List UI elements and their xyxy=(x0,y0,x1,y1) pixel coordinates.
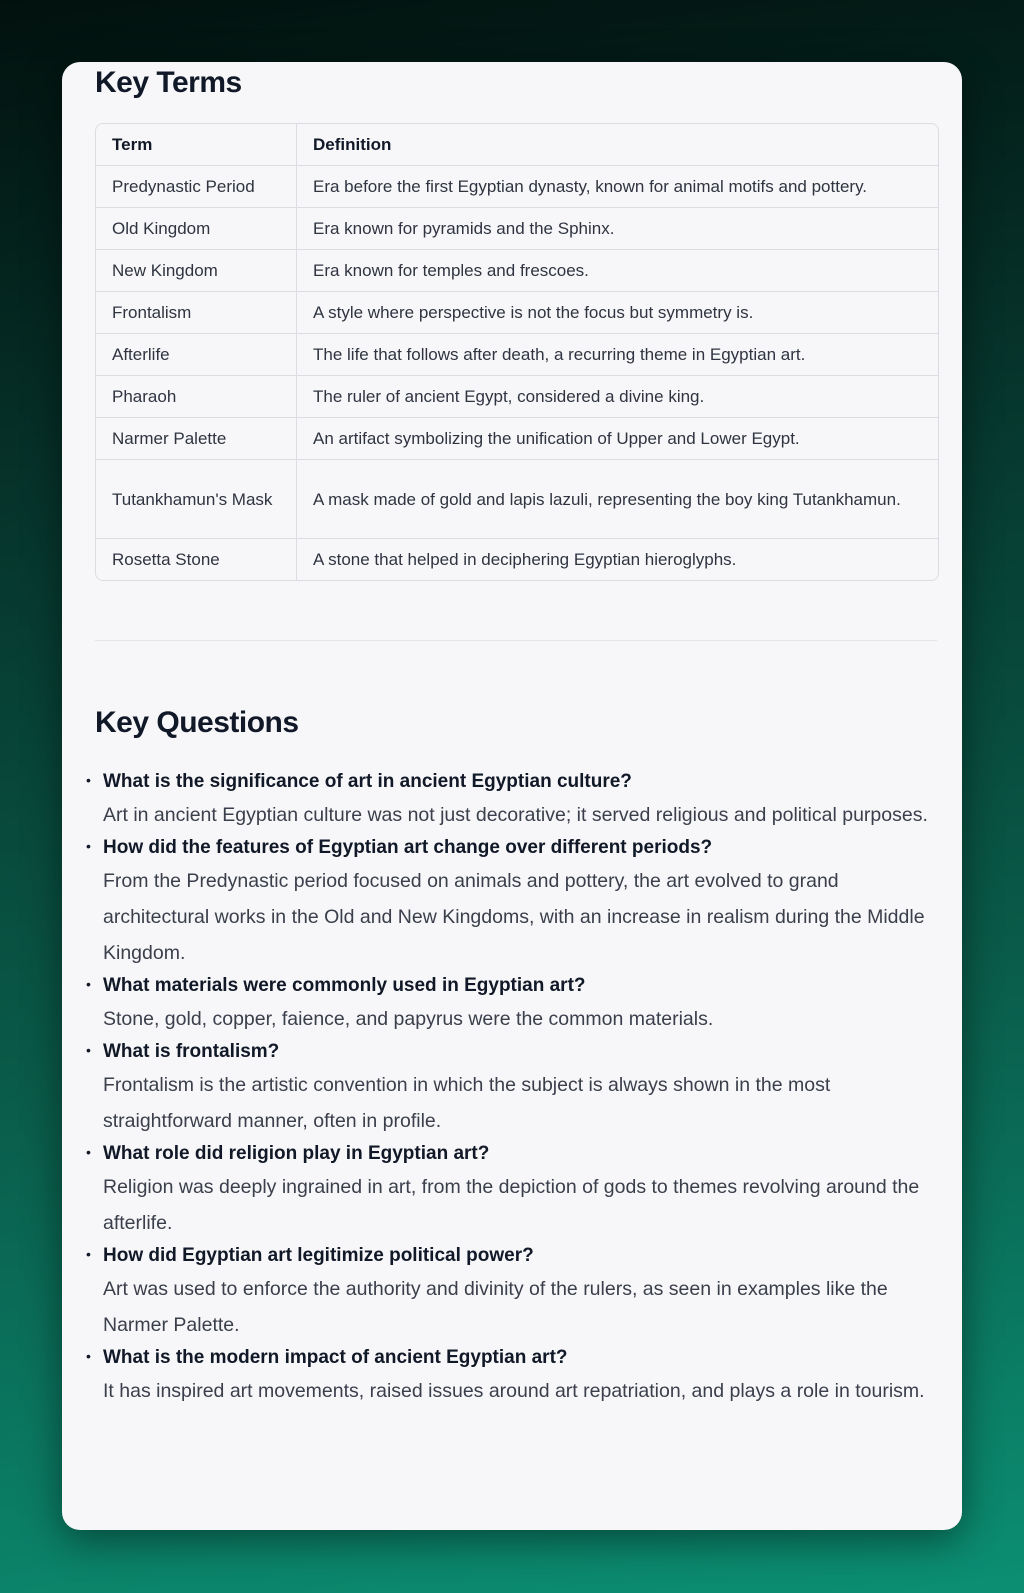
definition-cell: A stone that helped in deciphering Egyptian hieroglyphs. xyxy=(313,550,737,569)
table-row xyxy=(96,250,938,292)
content-card xyxy=(62,62,962,1530)
definition-cell: An artifact symbolizing the unification of Upper and Lower Egypt. xyxy=(297,418,939,460)
table-row xyxy=(96,418,938,460)
key-questions-heading: Key Questions xyxy=(95,706,299,739)
bullet-icon: • xyxy=(86,838,91,854)
question-text: How did the features of Egyptian art change over different periods? xyxy=(103,837,713,858)
question-text: What is the modern impact of ancient Egyptian art? xyxy=(103,1347,568,1368)
term-cell: New Kingdom xyxy=(96,250,297,292)
term-cell: Pharaoh xyxy=(96,376,297,418)
question-text: How did Egyptian art legitimize political power? xyxy=(103,1245,534,1266)
term-cell: Old Kingdom xyxy=(96,208,297,250)
column-header-definition: Definition xyxy=(297,124,939,166)
table-row xyxy=(96,539,938,581)
term-cell: Predynastic Period xyxy=(96,166,297,208)
key-terms-heading: Key Terms xyxy=(95,66,242,99)
answer-text: Religion was deeply ingrained in art, from the depiction of gods to themes revolving around the afterlife. xyxy=(103,1176,920,1234)
table-row xyxy=(96,166,938,208)
list-item xyxy=(86,971,937,1037)
list-item xyxy=(86,833,937,971)
list-item xyxy=(86,1037,937,1139)
bullet-icon: • xyxy=(86,1348,91,1364)
table-row xyxy=(96,376,938,418)
table-row xyxy=(96,208,938,250)
definition-cell: The ruler of ancient Egypt, considered a divine king. xyxy=(297,376,939,418)
list-item xyxy=(86,1139,937,1241)
key-questions-list xyxy=(86,767,937,1409)
definition-cell: A style where perspective is not the focus but symmetry is. xyxy=(297,292,939,334)
question-text: What is the significance of art in ancient Egyptian culture? xyxy=(103,771,632,792)
bullet-icon: • xyxy=(86,1042,91,1058)
table-row xyxy=(96,460,938,539)
column-header-term: Term xyxy=(96,124,297,166)
term-cell: Narmer Palette xyxy=(96,418,297,460)
answer-text: Art in ancient Egyptian culture was not just decorative; it served religious and political purposes. xyxy=(103,804,928,826)
answer-text: From the Predynastic period focused on animals and pottery, the art evolved to grand architectural works in the Old and New Kingdoms, with an increase in realism during the Middle Kingdom. xyxy=(103,870,925,964)
definition-cell: Era known for temples and frescoes. xyxy=(297,250,939,292)
answer-text: Frontalism is the artistic convention in which the subject is always shown in the most straightforward manner, often in profile. xyxy=(103,1074,831,1132)
definition-cell: The life that follows after death, a recurring theme in Egyptian art. xyxy=(297,334,939,376)
list-item xyxy=(86,1343,937,1409)
answer-text: Art was used to enforce the authority and divinity of the rulers, as seen in examples like the Narmer Palette. xyxy=(103,1278,888,1336)
table-row xyxy=(96,334,938,376)
definition-cell: Era known for pyramids and the Sphinx. xyxy=(297,208,939,250)
answer-text: It has inspired art movements, raised issues around art repatriation, and plays a role in tourism. xyxy=(103,1380,925,1402)
section-divider xyxy=(95,640,937,641)
bullet-icon: • xyxy=(86,1144,91,1160)
table-header-row xyxy=(96,124,938,166)
question-text: What materials were commonly used in Egyptian art? xyxy=(103,975,586,996)
term-cell: Tutankhamun's Mask xyxy=(96,460,297,539)
question-text: What role did religion play in Egyptian art? xyxy=(103,1143,490,1164)
bullet-icon: • xyxy=(86,772,91,788)
table-row xyxy=(96,292,938,334)
definition-cell: Era before the first Egyptian dynasty, known for animal motifs and pottery. xyxy=(297,166,939,208)
question-text: What is frontalism? xyxy=(103,1041,280,1062)
bullet-icon: • xyxy=(86,976,91,992)
key-terms-table xyxy=(95,123,939,581)
term-cell: Afterlife xyxy=(96,334,297,376)
term-cell: Rosetta Stone xyxy=(96,539,297,581)
definition-cell: A mask made of gold and lapis lazuli, representing the boy king Tutankhamun. xyxy=(297,460,939,539)
term-cell: Frontalism xyxy=(96,292,297,334)
answer-text: Stone, gold, copper, faience, and papyrus were the common materials. xyxy=(103,1008,714,1030)
list-item xyxy=(86,767,937,833)
bullet-icon: • xyxy=(86,1246,91,1262)
list-item xyxy=(86,1241,937,1343)
